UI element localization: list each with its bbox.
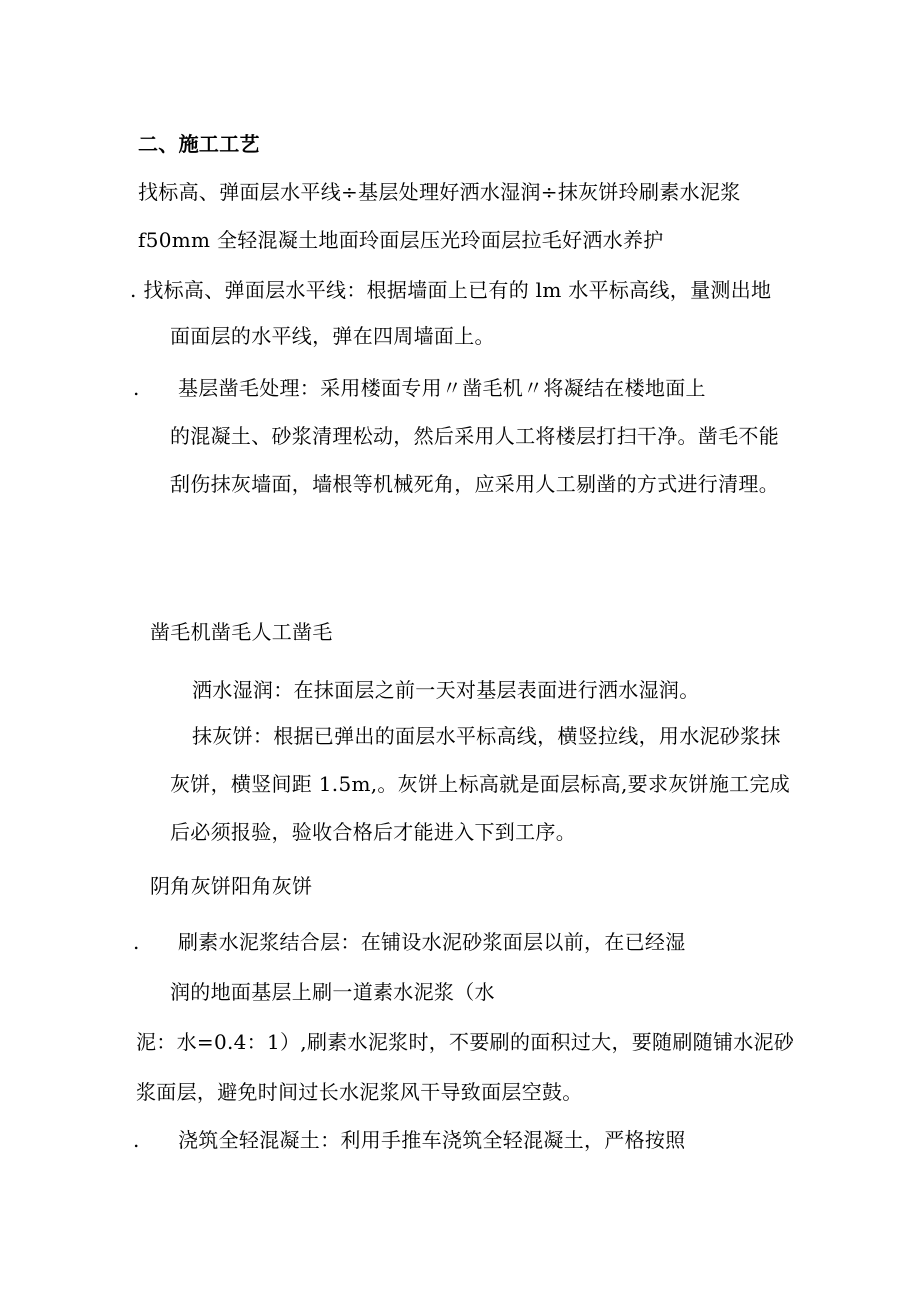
step3-line-1: 洒水湿润：在抹面层之前一天对基层表面进行洒水湿润。 [192,678,700,702]
step1-line-2: 面面层的水平线，弹在四周墙面上。 [170,324,495,348]
step5-line-1: 刷素水泥浆结合层：在铺设水泥砂浆面层以前，在已经湿 [178,930,686,954]
step6-line-1: 浇筑全轻混凝土：利用手推车浇筑全轻混凝土，严格按照 [178,1128,686,1152]
step5-line-3: 泥：水=0.4：1）,刷素水泥浆时，不要刷的面积过大，要随刷随铺水泥砂 [136,1030,795,1054]
step5-bullet: . [133,930,140,954]
step5-line-4: 浆面层，避免时间过长水泥浆风干导致面层空鼓。 [136,1080,583,1104]
step1-line-1: . 找标高、弹面层水平线：根据墙面上已有的 lm 水平标高线，量测出地 [130,278,772,302]
image-caption-2: 阴角灰饼阳角灰饼 [150,874,313,898]
process-flow-line-1: 找标高、弹面层水平线÷基层处理好洒水湿润÷抹灰饼玲刷素水泥浆 [138,180,741,204]
step2-line-2: 的混凝土、砂浆清理松动，然后采用人工将楼层打扫干净。凿毛不能 [170,424,779,448]
section-title: 二、施工工艺 [138,132,260,156]
step2-line-1: 基层凿毛处理：采用楼面专用〃凿毛机〃将凝结在楼地面上 [178,376,706,400]
step2-bullet: . [133,376,140,400]
step4-line-3: 后必须报验，验收合格后才能进入下到工序。 [170,820,576,844]
step4-line-1: 抹灰饼：根据已弹出的面层水平标高线，横竖拉线，用水泥砂浆抹 [192,724,781,748]
step2-line-3: 刮伤抹灰墙面，墙根等机械死角，应采用人工剔凿的方式进行清理。 [170,472,779,496]
process-flow-line-2: f50mm 全轻混凝土地面玲面层压光玲面层拉毛好洒水养护 [138,228,664,252]
step5-line-2: 润的地面基层上刷一道素水泥浆（水 [170,980,495,1004]
step4-line-2: 灰饼，横竖间距 1.5m,。灰饼上标高就是面层标高,要求灰饼施工完成 [170,772,791,796]
image-caption-1: 凿毛机凿毛人工凿毛 [150,620,333,644]
step6-bullet: . [133,1128,140,1152]
